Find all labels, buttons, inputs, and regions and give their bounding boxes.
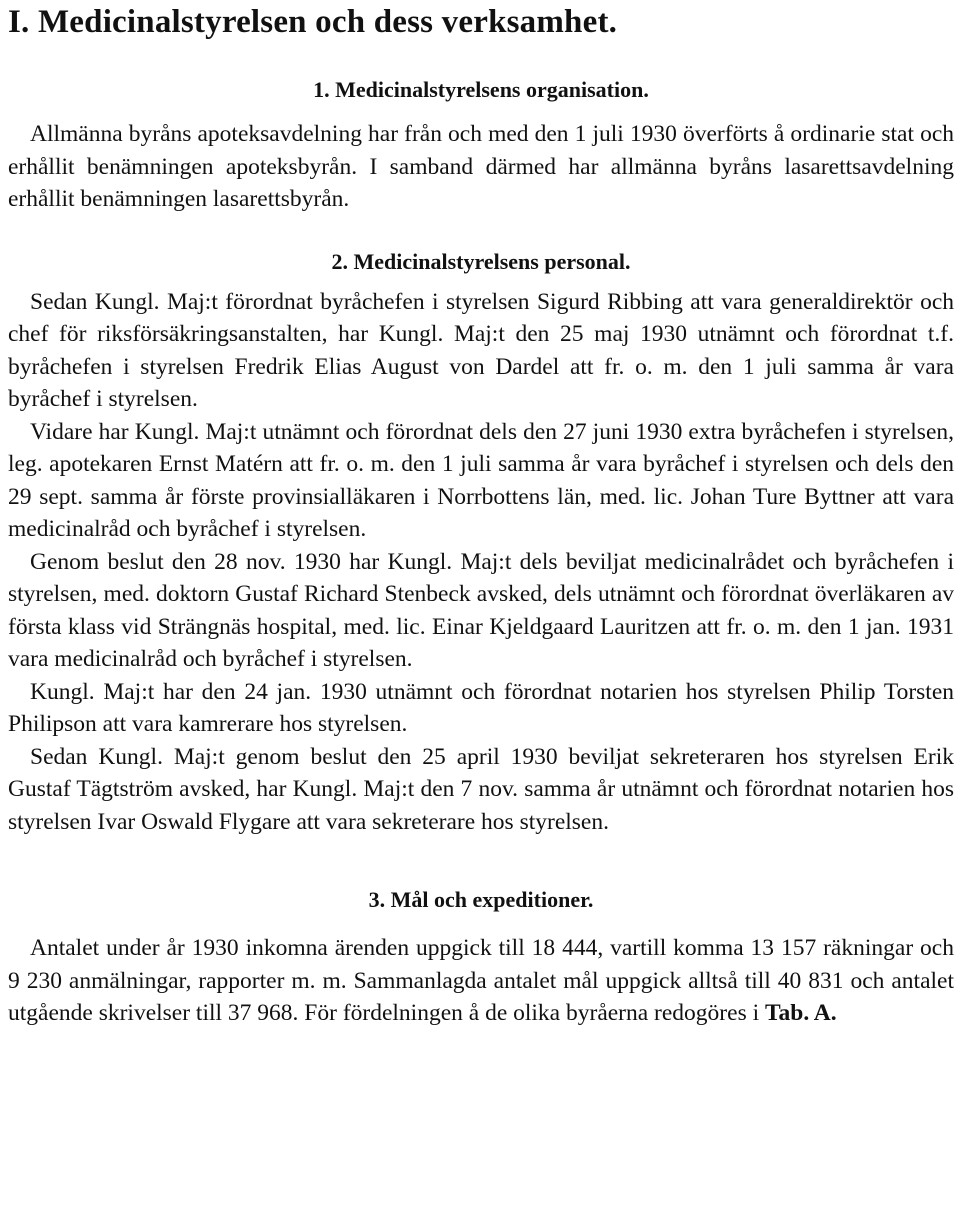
paragraph: Kungl. Maj:t har den 24 jan. 1930 utnämnt och förordnat notarien hos styrelsen Philip Torsten Philipson att vara kamrerare hos styrelsen. xyxy=(8,678,954,737)
section-heading-personal: 2. Medicinalstyrelsens personal. xyxy=(331,248,631,274)
section-heading-organisation: 1. Medicinalstyrelsens organisation. xyxy=(313,77,649,102)
paragraph: Sedan Kungl. Maj:t genom beslut den 25 april 1930 beviljat sekreteraren hos styrelsen Erik Gustaf Tägtström avsked, har Kungl. Maj:t den 7 nov. samma år utnämnt och förordnat notarien hos styrelsen Ivar Oswald Flygare att vara sekreterare hos styrelsen. xyxy=(8,743,954,835)
section-personal xyxy=(8,242,954,839)
paragraph-text: Antalet under år 1930 inkomna ärenden uppgick till 18 444, vartill komma 13 157 räkningar och 9 230 anmälningar, rapporter m. m. Sammanlagda antalet mål uppgick alltså till 40 831 och antalet utgående skrivelser till 37 968. För fördelningen å de olika byråerna redogöres i xyxy=(8,935,954,1026)
document-page xyxy=(8,0,954,1030)
document-title: I. Medicinalstyrelsen och dess verksamhet. xyxy=(8,4,618,40)
paragraph: Genom beslut den 28 nov. 1930 har Kungl. Maj:t dels beviljat medicinalrådet och byråchefen i styrelsen, med. doktorn Gustaf Richard Stenbeck avsked, dels utnämnt och förordnat överläkaren av första klass vid Strängnäs hospital, med. lic. Einar Kjeldgaard Lauritzen att fr. o. m. den 1 jan. 1931 vara medicinalråd och byråchef i styrelsen. xyxy=(8,548,954,672)
section-mal-och-expeditioner xyxy=(8,880,954,1030)
paragraph: Sedan Kungl. Maj:t förordnat byråchefen i styrelsen Sigurd Ribbing att vara generaldirektör och chef för riksförsäkringsanstalten, har Kungl. Maj:t den 25 maj 1930 utnämnt och förordnat t.f. byråchefen i styrelsen Fredrik Elias August von Dardel att fr. o. m. den 1 juli samma år vara byråchef i styrelsen. xyxy=(8,288,954,412)
table-reference: Tab. A. xyxy=(765,1000,837,1026)
paragraph-with-table-reference xyxy=(8,932,954,1030)
section-heading-mal-och-expeditioner: 3. Mål och expeditioner. xyxy=(368,887,594,912)
paragraph: Allmänna byråns apoteksavdelning har från och med den 1 juli 1930 överförts å ordinarie stat och erhållit benämningen apoteksbyrån. I samband därmed har allmänna byråns lasarettsavdelning erhållit benämningen lasarettsbyrån. xyxy=(8,121,954,212)
paragraph: Vidare har Kungl. Maj:t utnämnt och förordnat dels den 27 juni 1930 extra byråchefen i styrelsen, leg. apotekaren Ernst Matérn att fr. o. m. den 1 juli samma år vara byråchef i styrelsen och dels den 29 sept. samma år förste provinsialläkaren i Norrbottens län, med. lic. Johan Ture Byttner att vara medicinalråd och byråchef i styrelsen. xyxy=(8,418,954,542)
section-organisation xyxy=(8,70,954,216)
